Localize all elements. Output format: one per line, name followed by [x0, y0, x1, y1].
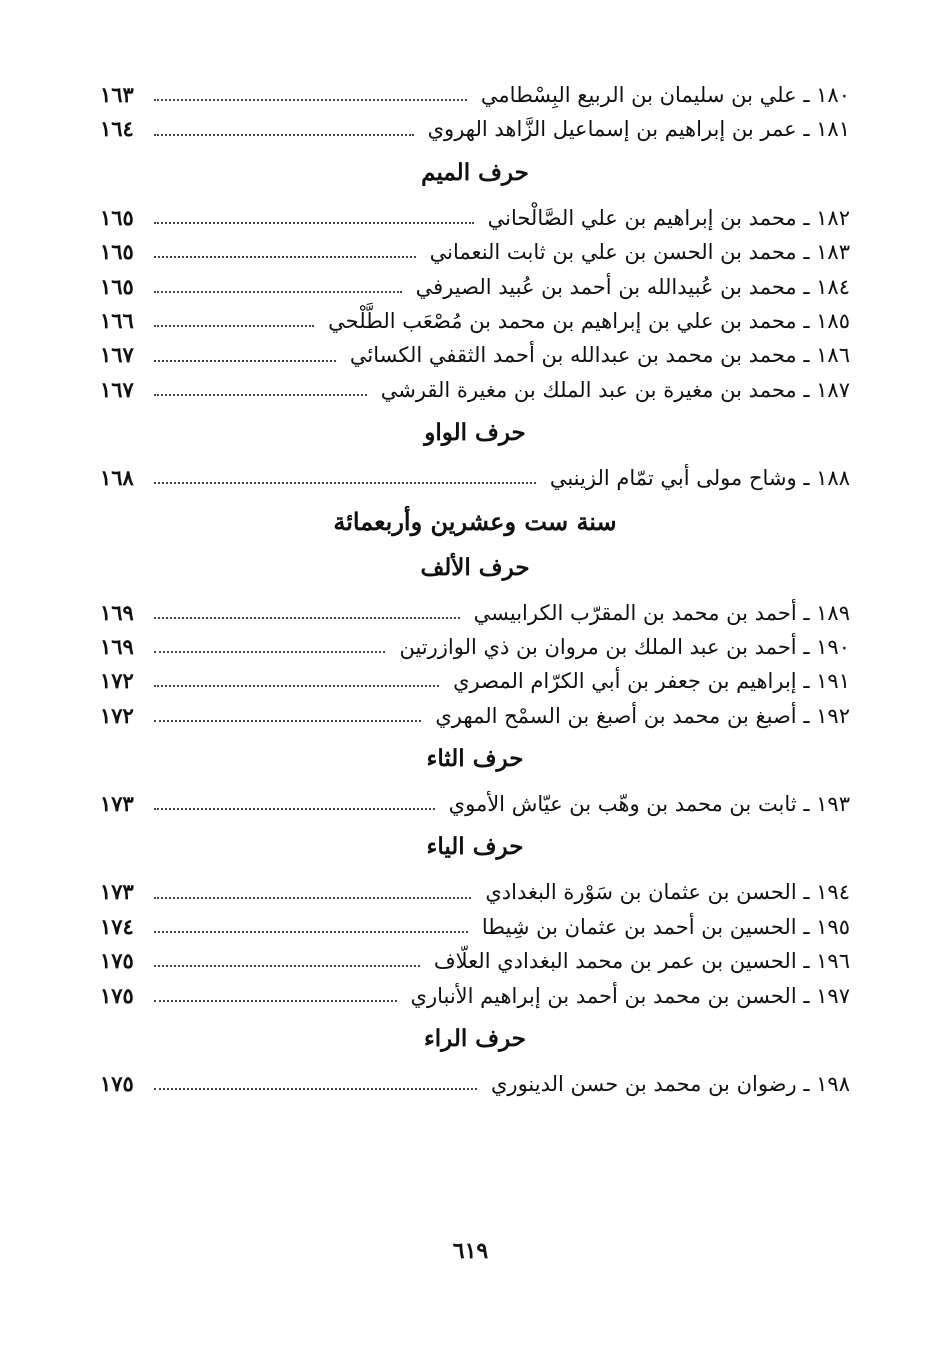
dot-leader	[154, 482, 536, 484]
entry-page-number: ١٧٤	[100, 913, 134, 939]
entry-title: ١٨٧ ـ محمد بن مغيرة بن عبد الملك بن مغيرة القرشي	[380, 377, 850, 402]
toc-entry	[100, 979, 850, 1013]
entry-title: ١٨٤ ـ محمد بن عُبيدالله بن أحمد بن عُبيد الصيرفي	[415, 274, 850, 299]
section-heading: حرف الميم	[421, 158, 529, 186]
entry-title: ١٩٧ ـ الحسن بن محمد بن أحمد بن إبراهيم الأنباري	[410, 983, 850, 1008]
entry-title: ١٨٥ ـ محمد بن علي بن إبراهيم بن محمد بن مُصْعَب الطَّلْحي	[328, 308, 850, 333]
entry-title: ١٨٨ ـ وشاح مولى أبي تمّام الزينبي	[549, 466, 850, 491]
entry-page-number: ١٦٥	[100, 204, 134, 230]
entry-page-number: ١٧٣	[100, 791, 134, 817]
dot-leader	[154, 1088, 477, 1090]
entry-title: ١٨٦ ـ محمد بن محمد بن عبدالله بن أحمد الثقفي الكسائي	[349, 343, 850, 368]
toc-entry	[100, 78, 850, 112]
dot-leader	[154, 931, 468, 933]
toc-entry	[100, 910, 850, 944]
entry-title: ١٩٨ ـ رضوان بن محمد بن حسن الدينوري	[491, 1072, 850, 1097]
entry-page-number: ١٦٣	[100, 82, 134, 107]
entry-title: ١٨٩ ـ أحمد بن محمد بن المقرّب الكرابيسي	[473, 600, 850, 625]
dot-leader	[154, 720, 421, 722]
toc-entry	[100, 596, 850, 630]
toc-entry	[100, 201, 850, 235]
entry-page-number: ١٧٥	[100, 1071, 134, 1097]
entry-page-number: ١٦٧	[100, 376, 134, 402]
entry-title: ١٨٢ ـ محمد بن إبراهيم بن علي الصَّالْحاني	[487, 205, 850, 230]
dot-leader	[154, 256, 416, 258]
entry-title: ١٩١ ـ إبراهيم بن جعفر بن أبي الكرّام المصري	[453, 669, 850, 694]
page-number: ٦١٩	[452, 1238, 489, 1264]
toc-entry	[100, 304, 850, 338]
dot-leader	[154, 222, 474, 224]
entry-title: ١٩٢ ـ أصبغ بن محمد بن أصبغ بن السمْح المهري	[435, 703, 850, 728]
toc-entry	[100, 373, 850, 407]
toc-entry	[100, 699, 850, 733]
section-heading: حرف الألف	[420, 553, 530, 581]
dot-leader	[154, 617, 460, 619]
toc-entry	[100, 1067, 850, 1101]
entry-page-number: ١٦٩	[100, 599, 134, 625]
toc-entry	[100, 338, 850, 372]
toc-entry	[100, 270, 850, 304]
dot-leader	[154, 325, 314, 327]
entry-page-number: ١٦٧	[100, 342, 134, 368]
section-heading: حرف الياء	[426, 833, 524, 861]
entry-title: ١٩٤ ـ الحسن بن عثمان بن سَوْرة البغدادي	[485, 880, 850, 905]
toc-entry	[100, 787, 850, 821]
entry-page-number: ١٧٢	[100, 668, 134, 694]
table-of-contents	[100, 78, 850, 1101]
section-heading: حرف الثاء	[426, 745, 524, 773]
entry-title: ١٨٣ ـ محمد بن الحسن بن علي بن ثابت النعماني	[429, 240, 850, 265]
dot-leader	[154, 360, 336, 362]
dot-leader	[154, 651, 385, 653]
toc-entry	[100, 461, 850, 495]
toc-entry	[100, 630, 850, 664]
entry-page-number: ١٦٦	[100, 307, 134, 333]
dot-leader	[154, 965, 420, 967]
dot-leader	[154, 808, 435, 810]
entry-page-number: ١٧٣	[100, 879, 134, 905]
entry-page-number: ١٧٢	[100, 702, 134, 728]
toc-entry	[100, 235, 850, 269]
dot-leader	[154, 394, 367, 396]
entry-title: ١٩٥ ـ الحسين بن أحمد بن عثمان بن شِيطا	[481, 914, 850, 939]
toc-entry	[100, 112, 850, 146]
entry-title: ١٩٦ ـ الحسين بن عمر بن محمد البغدادي العلّاف	[433, 949, 850, 974]
section-heading: حرف الراء	[423, 1025, 527, 1053]
entry-page-number: ١٦٥	[100, 239, 134, 265]
entry-title: ١٩٣ ـ ثابت بن محمد بن وهّب بن عيّاش الأموي	[448, 792, 850, 817]
entry-page-number: ١٧٥	[100, 982, 134, 1008]
dot-leader	[154, 291, 402, 293]
toc-entry	[100, 664, 850, 698]
dot-leader	[154, 134, 414, 136]
entry-page-number: ١٦٤	[100, 116, 134, 142]
dot-leader	[154, 1000, 397, 1002]
entry-page-number: ١٦٨	[100, 465, 134, 491]
entry-page-number: ١٦٥	[100, 273, 134, 299]
toc-entry	[100, 944, 850, 978]
dot-leader	[154, 897, 471, 899]
entry-title: ١٩٠ ـ أحمد بن عبد الملك بن مروان بن ذي الوازرتين	[399, 634, 850, 659]
entry-page-number: ١٧٥	[100, 948, 134, 974]
dot-leader	[154, 99, 467, 101]
year-heading: سنة ست وعشرين وأربعمائة	[333, 506, 617, 536]
entry-page-number: ١٦٩	[100, 633, 134, 659]
dot-leader	[154, 685, 439, 687]
entry-title: ١٨٠ ـ علي بن سليمان بن الربيع البِسْطامي	[480, 83, 850, 107]
entry-title: ١٨١ ـ عمر بن إبراهيم بن إسماعيل الزَّاهد الهروي	[427, 117, 850, 142]
section-heading: حرف الواو	[424, 419, 526, 447]
toc-entry	[100, 875, 850, 909]
